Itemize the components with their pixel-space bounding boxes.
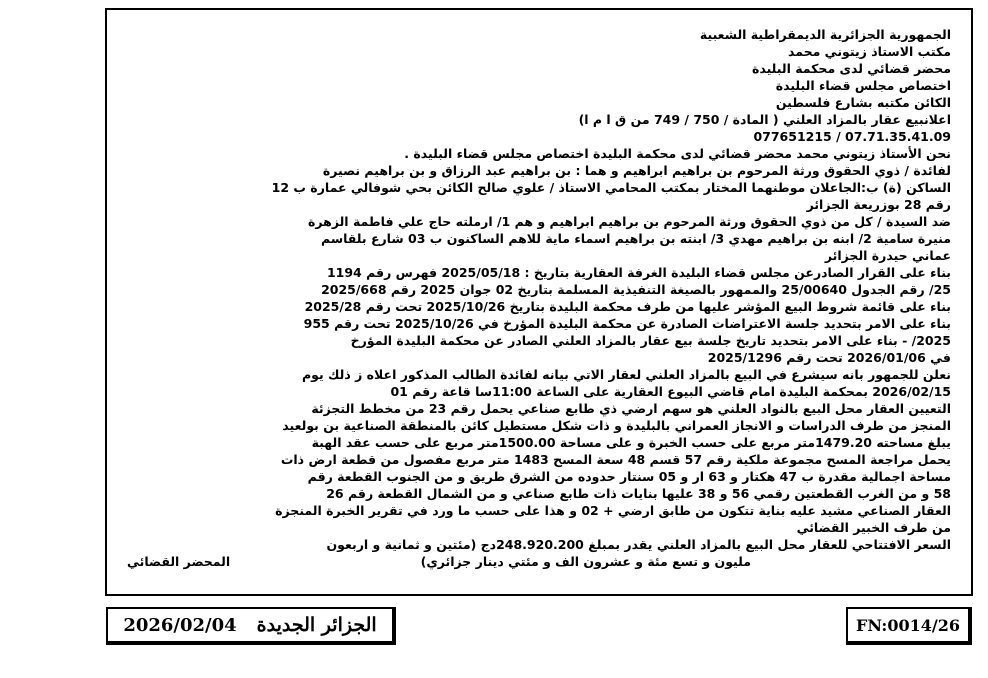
notice-line: محضر قضائي لدى محكمة البليدة	[751, 61, 951, 76]
notice-line: بناء على الامر بتحديد جلسة الاعتراضات الصادرة عن محكمة البليدة المؤرخ في 2025/10/26 تحت رقم 955	[303, 316, 951, 331]
notice-line: 2025/ - بناء على الامر بتحديد تاريخ جلسة بيع عقار بالمزاد العلني الصادر عن محكمة البليدة المؤرخ	[350, 333, 951, 348]
notice-line: من طرف الخبير القضائي	[796, 520, 951, 535]
notice-line: نعلن للجمهور بانه سيشرع في البيع بالمزاد العلني لعقار الاتي بيانه لفائدة الطالب المذكور اعلاه ز ذلك يوم	[301, 367, 951, 382]
publication-date: 2026/02/04	[123, 614, 237, 636]
notice-line: مليون و تسع مئة و عشرون الف و مئتي دينار جزائري)	[420, 554, 751, 569]
notice-line: الكائن مكتبه بشارع فلسطين	[775, 95, 951, 110]
notice-line: السعر الافتتاحي للعقار محل البيع بالمزاد العلني يقدر بمبلغ 248.920.200دج (مئتين و ثمانية و اربعون	[326, 537, 951, 552]
notice-line: العقار الصناعي مشيد عليه بناية تتكون من طابق ارضي + 02 و هذا على حسب ما ورد في تقرير الخبرة المنجزة	[275, 503, 951, 518]
newspaper-box	[106, 607, 396, 645]
notice-line: التعيين العقار محل البيع بالنواد العلني هو سهم ارضي ذي طابع صناعي يحمل رقم 23 من مخطط التجزئة	[311, 401, 951, 416]
notice-line: في 2026/01/06 تحت رقم 2025/1296	[707, 350, 951, 365]
notice-line: لفائدة / ذوي الحقوق ورثة المرحوم بن براهيم ابراهيم و هما : بن براهيم عبد الرزاق و بن براهيم نصيرة	[322, 163, 951, 178]
notice-line: يبلغ مساحته 1479.20متر مربع على حسب الخبرة و على مساحة 1500.00متر مربع على حسب عقد الهبة	[311, 435, 951, 450]
notice-line: بناء على قائمة شروط البيع المؤشر عليها من طرف محكمة البليدة بتاريخ 2025/10/26 تحت رقم 2025/28	[304, 299, 951, 314]
notice-line: الساكن (ة) ب:الجاعلان موطنهما المختار بمكتب المحامي الاستاذ / علوي صالح الكائن بحي شوفالي عمارة ب 12	[271, 180, 951, 195]
fn-code-box	[846, 607, 972, 645]
notice-line: الجمهورية الجزائرية الديمقراطية الشعبية	[699, 27, 951, 42]
notice-line: منيرة سامية 2/ ابنه بن براهيم مهدي 3/ ابنته بن براهيم اسماء ماية للاهم الساكنون ب 03 شارع بلقاسم	[321, 231, 951, 246]
notice-line: 2026/02/15 بمحكمة البليدة امام قاضي البيوع العقارية على الساعة 11:00سا قاعة رقم 01	[390, 384, 951, 399]
notice-line: 58 و من الغرب القطعتين رقمي 56 و 38 عليها بنايات ذات طابع صناعي و من الشمال القطعة رقم 26	[326, 486, 951, 501]
notice-line: مساحة اجمالية مقدرة ب 47 هكتار و 63 ار و 05 سنتار حدوده من الشرق طريق و من الجنوب القطعة رقم	[307, 469, 951, 484]
notice-line: 25/ رقم الجدول 25/00640 والممهور بالصيغة التنفيذية المسلمة بتاريخ 02 جوان 2025 رقم 2025/668	[321, 282, 951, 297]
notice-line: بناء على القرار الصادرعن مجلس قضاء البليدة الغرفة العقارية بتاريخ : 2025/05/18 فهرس رقم 1194	[326, 265, 951, 280]
notice-line: مكتب الاستاذ زيتوني محمد	[787, 44, 951, 59]
legal-notice	[105, 8, 973, 596]
notice-line: نحن الأستاذ زيتوني محمد محضر قضائي لدى محكمة البليدة اختصاص مجلس قضاء البليدة .	[404, 146, 951, 161]
notice-line: المنجز من طرف الدراسات و الانجاز العمراني بالبليدة و ذات شكل مستطيل كائن بالمنطقة الصناعية بن بولعيد	[282, 418, 951, 433]
notice-line: اعلانبيع عقار بالمزاد العلني ( المادة / 750 / 749 من ق ا م ا)	[578, 112, 951, 127]
notice-line: رقم 28 بوزريعة الجزائر	[806, 197, 951, 212]
notice-phone: 077651215 / 07.71.35.41.09	[753, 129, 951, 144]
newspaper-name: الجزائر الجديدة	[256, 614, 377, 636]
notice-line: اختصاص مجلس قضاء البليدة	[775, 78, 951, 93]
signature: المحضر القضائي	[127, 554, 231, 569]
notice-line: ضد السيدة / كل من ذوي الحقوق ورثة المرحوم بن براهيم ابراهيم و هم 1/ ارملته حاج علي فاطمة الزهرة	[308, 214, 951, 229]
notice-line: يحمل مراجعة المسح مجموعة ملكية رقم 57 قسم 48 سعة المسح 1483 متر مربع مفصول من قطعة ارض ذات	[280, 452, 951, 467]
notice-line: عماني حيدرة الجزائر	[824, 248, 951, 263]
fn-code: FN:0014/26	[856, 615, 960, 635]
